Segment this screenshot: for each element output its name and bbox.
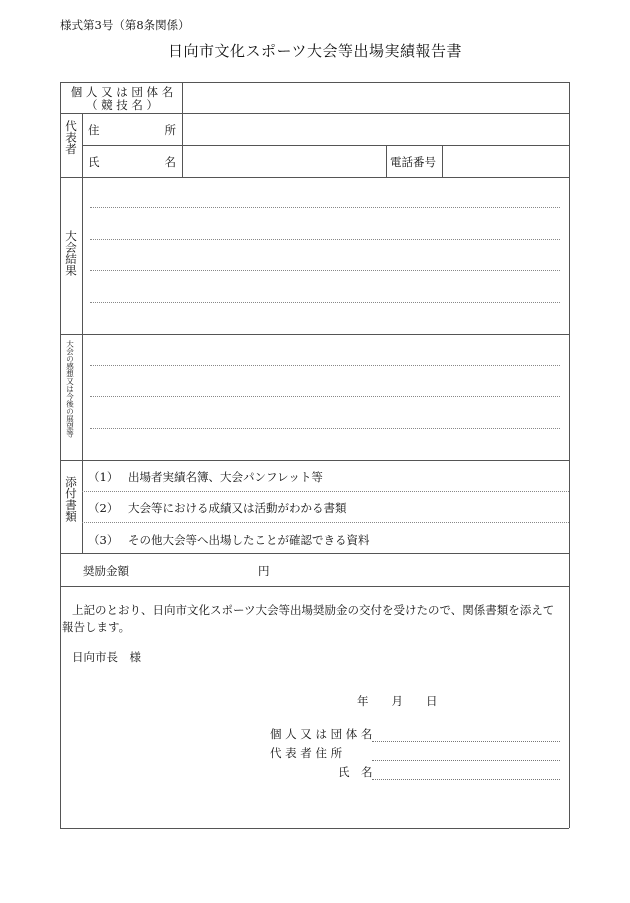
sig-person-label: 氏 名 — [338, 765, 373, 779]
table-right-border — [569, 82, 570, 828]
attachment-item: その他大会等へ出場したことが確認できる資料 — [128, 533, 370, 547]
report-date: 年 月 日 — [357, 694, 438, 708]
sig-address-label: 代 表 者 住 所 — [270, 746, 343, 760]
impressions-label: 大会の感想又は今後の展望等 — [65, 340, 75, 438]
writing-line — [90, 365, 560, 366]
phone-field[interactable] — [443, 146, 568, 176]
row-divider — [60, 586, 569, 587]
subsidy-label: 奨励金額 — [83, 564, 129, 578]
address-field[interactable] — [183, 114, 568, 144]
sig-name-field[interactable] — [372, 741, 560, 742]
result-field[interactable] — [83, 178, 568, 333]
writing-line — [90, 302, 560, 303]
yen-unit: 円 — [258, 564, 270, 578]
row-divider — [60, 553, 569, 554]
writing-line — [90, 396, 560, 397]
name-label: 個 人 又 は 団 体 名 — [70, 85, 174, 99]
attachment-divider — [82, 491, 569, 492]
table-bottom-border — [60, 828, 569, 829]
writing-line — [90, 428, 560, 429]
writing-line — [90, 239, 560, 240]
form-reference: 様式第3号（第8条関係） — [60, 18, 190, 32]
attachment-number: （2） — [88, 501, 119, 515]
phone-divider-left — [386, 145, 387, 177]
table-left-border — [60, 82, 61, 828]
attachment-item: 出場者実績名簿、大会パンフレット等 — [128, 470, 323, 484]
attachment-number: （3） — [88, 533, 119, 547]
sig-address-field[interactable] — [372, 760, 560, 761]
attachments-label: 添付書類 — [64, 476, 78, 522]
writing-line — [90, 207, 560, 208]
statement-text-cont: 報告します。 — [62, 620, 131, 634]
phone-label: 電話番号 — [390, 155, 436, 169]
impressions-field[interactable] — [83, 335, 568, 459]
row-divider — [60, 460, 569, 461]
event-label: （ 競 技 名 ） — [85, 98, 159, 112]
subsidy-amount-field[interactable] — [140, 556, 255, 582]
writing-line — [90, 270, 560, 271]
rep-label: 代表者 — [64, 120, 78, 155]
attachment-divider — [82, 522, 569, 523]
page-title: 日向市文化スポーツ大会等出場実績報告書 — [168, 42, 462, 60]
attachment-number: （1） — [88, 470, 119, 484]
team-name-field[interactable] — [183, 83, 568, 113]
address-label: 住 所 — [88, 123, 176, 137]
result-label: 大会結果 — [64, 230, 78, 276]
sig-name-label: 個 人 又 は 団 体 名 — [270, 727, 373, 741]
attachment-item: 大会等における成績又は活動がわかる書類 — [128, 501, 347, 515]
addressee: 日向市長 様 — [72, 650, 141, 664]
person-name-label: 氏 名 — [88, 155, 176, 169]
statement-text: 上記のとおり、日向市文化スポーツ大会等出場奨励金の交付を受けたので、関係書類を添えて — [72, 603, 555, 617]
person-name-field[interactable] — [183, 146, 385, 176]
sig-person-field[interactable] — [372, 779, 560, 780]
